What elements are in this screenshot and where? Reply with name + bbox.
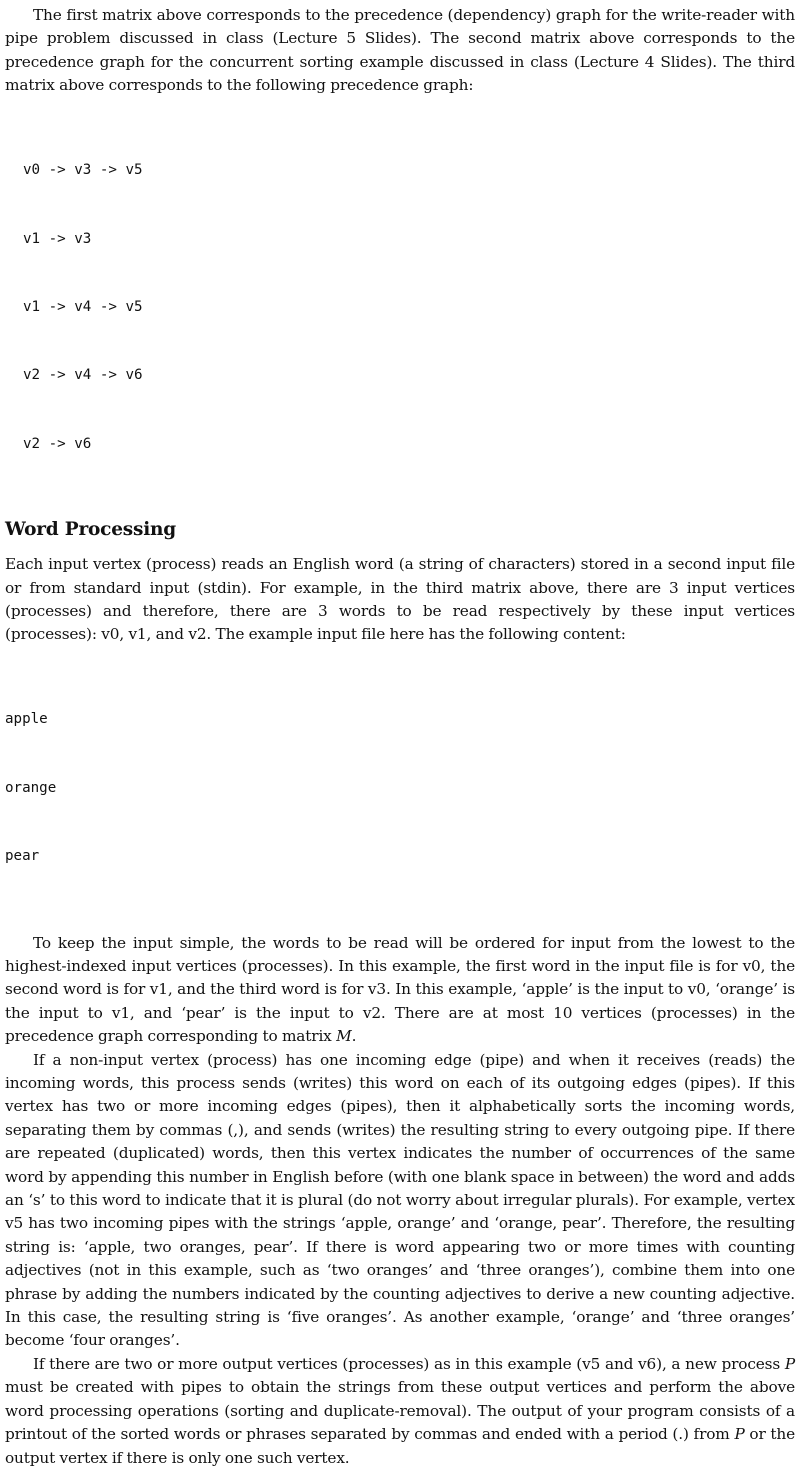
input-word: pear [5,848,40,865]
matrix-variable: M [336,1027,352,1046]
word-processing-paragraph-2 [5,932,795,1049]
process-variable: P [734,1425,745,1444]
paragraph-text: To keep the input simple, the words to be read will be ordered for input from the lowest to the highest-indexed input vertices (processes). In this example, the first word in the input file is for v0, the second word is for v1, and the third word is for v3. In this example, ‘apple’ is the input to v0, ‘orange’ is the input to v1, and ‘pear’ is the input to v2. There are at most 10 vertices (processes) in the precedence graph corresponding to matrix [5,933,795,1046]
graph-line: v1 -> v4 -> v5 [23,299,143,315]
process-variable: P [784,1354,795,1373]
graph-line: v0 -> v3 -> v5 [23,162,143,179]
word-processing-paragraph-1 [5,553,795,647]
section-heading: Word Processing [5,519,177,541]
graph-line: v1 -> v3 [23,230,92,247]
word-processing-paragraph-3 [5,1049,795,1353]
input-file-code-block [5,663,795,914]
paragraph-text: must be created with pipes to obtain the strings from these output vertices and perform the above word processing operations (sorting and duplicate-removal). The output of your program consists of a printout of the sorted words or phrases separated by commas and ended with a period (.) from [5,1378,795,1444]
paragraph-end: . [351,1027,357,1046]
graph-line: v2 -> v6 [23,435,92,452]
paragraph-text: Each input vertex (process) reads an English word (a string of characters) stored in a second input file or from standard input (stdin). For example, in the third matrix above, there are 3 input vertices (processes) and therefore, there are 3 words to be read respectively by these input vertices (processes): v0, v1, and v2. The example input file here has the following content: [5,555,795,644]
intro-text: The first matrix above corresponds to the precedence (dependency) graph for the write-reader with pipe problem discussed in class (Lecture 5 Slides). The second matrix above corresponds to the precedence graph for the concurrent sorting example discussed in class (Lecture 4 Slides). The third matrix above corresponds to the following precedence graph: [5,6,795,95]
intro-paragraph [5,4,795,98]
input-word: apple [5,711,48,728]
precedence-graph-code-block [23,114,795,502]
paragraph-text: If a non-input vertex (process) has one incoming edge (pipe) and when it receives (reads) the incoming words, this process sends (writes) this word on each of its outgoing edges (pipes). If this vertex has two or more incoming edges (pipes), then it alphabetically sorts the incoming words, separating them by commas (,), and sends (writes) the resulting string to every outgoing pipe. If there are repeated (duplicated) words, then this vertex indicates the number of occurrences of the same word by appending this number in English before (with one blank space in between) the word and adds an ‘s’ to this word to indicate that it is plural (do not worry about irregular plurals). For example, vertex v5 has two incoming pipes with the strings ‘apple, orange’ and ‘orange, pear’. Therefore, the resulting string is: ‘apple, two oranges, pear’. If there is word appearing two or more times with counting adjectives (not in this example, such as ‘two oranges’ and ‘three oranges’), combine them into one phrase by adding the numbers indicated by the counting adjectives to derive a new counting adjective. In this case, the resulting string is ‘five oranges’. As another example, ‘orange’ and ‘three oranges’ become ‘four oranges’. [5,1050,795,1350]
word-processing-paragraph-4 [5,1353,795,1470]
graph-line: v2 -> v4 -> v6 [23,367,143,384]
document-page [5,4,795,1470]
paragraph-text: or the output vertex if there is only one such vertex. [5,1425,795,1467]
paragraph-text: If there are two or more output vertices (processes) as in this example (v5 and v6), a new process [33,1354,785,1373]
input-word: orange [5,779,57,796]
